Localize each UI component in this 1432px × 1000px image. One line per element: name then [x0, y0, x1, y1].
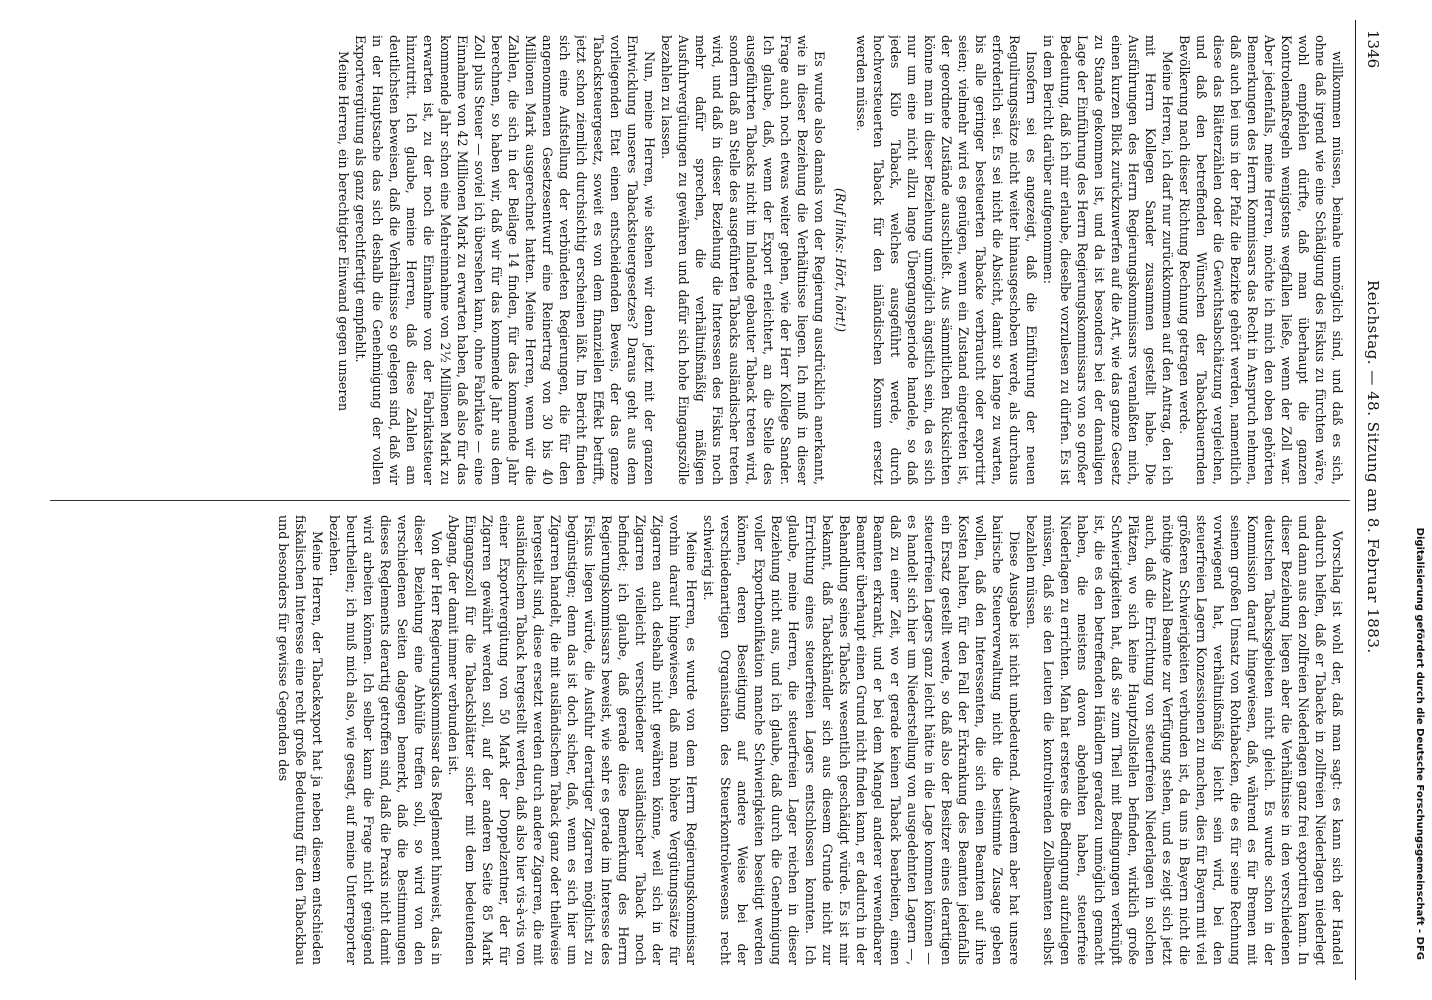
paragraph: Vorschlag ist wohl der, daß man sagt: es kann sich der Handel dadurch helfen, daß er Tabacke in zollfreien Niederlagen niederlegt und dann aus den zollfreien Niederlagen ganz frei exportiren kann. In dieser Beziehung liegen aber die Verhältnisse in den verschiedenen deutschen Tabacksgebieten nicht gleich. Es wurde schon in der Kommission darauf hingewiesen, daß, während es für Bremen mit seinem großen Umsatz von Rohtabacken, die es für seine Rechnung vorwiegend hat, verhältnißmäßig leicht sein wird, bei den steuerfreien Lagern Konzessionen zu machen, dies für Bayern mit viel größeren Schwierigkeiten verbunden ist, da uns in Bayern nicht die nöthige Anzahl Beamte zur Verfügung stehen, und es zeigt sich jetzt auch, daß die Errichtung von steuerfreien Niederlagen in solchen Plätzen, wo sich keine Hauptzollstellen befinden, wirklich große Schwierigkeiten hat, daß sie zum Theil mit Bedingungen verknüpft ist, die es den betreffenden Händlern geradezu unmöglich gemacht haben, die meistens davon abgehalten haben, steuerfreie Niederlagen zu errichten. Man hat ersteres die Bedingung aufzulegen müssen, daß sie den Leuten die kontrolirenden Zollbeamten selbst bezahlen müssen.	[1024, 515, 1345, 965]
rotated-document-page	[46, 20, 1386, 980]
dfg-funding-note	[1405, 40, 1425, 960]
dfg-funding-text: Digitalisierung gefördert durch die Deutsche Forschungsgemeinschaft - DFG	[1414, 527, 1425, 960]
column-divider	[50, 500, 1350, 501]
paragraph: willkommen müssen, beinahe unmöglich sind, und daß es sich, ohne daß irgend wie eine Schädigung des Fiskus zu fürchten wäre, wohl empfehlen dürfte, daß man überhaupt die ganzen Kontrolemaßregeln wenigstens wegfallen ließe, wenn der Zoll war. Aber jedenfalls, meine Herren, möchte ich mich den oben gehörten Bemerkungen des Herrn Kommissars das Recht in Anspruch nehmen, daß auch bei uns in der Pfalz die Bezirke gehört werden, namentlich diese das Blätterzählen oder die Gewichtsabschätzung vergleichen, und daß den betreffenden Wünschen der Tabackbauernden Bevölkerung nach dieser Richtung Rechnung getragen werde.	[1177, 35, 1345, 485]
paragraph: Von der Herr Regierungskommissar das Reglement hinweist, das in dieser Beziehung eine Abhülfe treffen soll, so wird von den verschiedenen Seiten dagegen bemerkt, daß die Bestimmungen dieses Reglements derartig getroffen sind, daß die Praxis nicht damit wird arbeiten können. Ich selber kann die Frage nicht genügend beurtheilen; ich muß mich also, wie gesagt, auf meine Unterreporter beziehen.	[327, 515, 444, 965]
paragraph: Nun, meine Herren, wie stehen wir denn jetzt mit der ganzen Entwicklung unseres Tabacksteuergesetzes? Daraus geht aus dem vorliegenden Etat einen entscheidenden Beweis, der das ganze Tabacksteuergesetz, soweit es von dem finanziellen Effekt betrifft, jetzt schon ziemlich durchsichtig erscheinen läßt. Im Bericht finden sich eine Aufstellung der verbündeten Regierungen, die für den angenommenen Gesetzesentwurf eine Reinertrag von 30 bis 40 Millionen Mark ausgerechnet hatten. Meine Herren, wenn wir die Zahlen, die sich in der Beilage 14 finden, für das kommende Jahr berechnen, so haben wir, daß wir für das kommende Jahr aus dem Zoll plus Steuer — soviel ich übersehen kann, ohne Fabrikate — eine Einnahme von 42 Millionen Mark zu erwarten haben, daß also für das kommende Jahr schon eine Mehreinnahme von 2½ Millionen Mark zu erwarten ist, zu der noch die Einnahme von der Fabrikatsteuer hinzutritt. Ich glaube, meine Herren, daß diese Zahlen am deutlichsten beweisen, daß die Verhältnisse so gelegen sind, daß wir in der Hauptsache das sich deshalb die Genehmigung der vollen Exportvergütung als ganz gerechtfertigt empfiehlt.	[353, 35, 657, 485]
page-number: 1346	[1364, 30, 1382, 69]
paragraph: Meine Herren, ich darf nur zurückkommen auf den Antrag, den ich mit Herrn Kollegen Sander zusammen gestellt habe. Die Ausführungen des Herrn Regierungskommissars veranlaßten mich, einen kurzen Blick zurückzuwerfen auf die Art, wie das ganze Gesetz zu Stande gekommen ist, und da ist besonders bei der damaligen Lage der Einführung des Herrn Regierungskommissars von so großer Bedeutung, daß ich mir erlaube, dieselbe vorzulesen zu dürfen. Es ist in dem Bericht darüber aufgenommen:	[1041, 35, 1175, 485]
interjection: (Ruf links: Hört, hört!)	[833, 187, 848, 333]
right-column	[56, 515, 1346, 965]
header-rule	[1355, 20, 1356, 980]
paragraph: Meine Herren, ein berechtigter Einwand gegen unseren	[336, 51, 351, 412]
running-title: Reichstag. — 48. Sitzung am 8. Februar 1883.	[1364, 280, 1382, 654]
quoted-paragraph: Insofern sei es angezeigt, daß die Einführung der neuen Regulirungssätze nicht weiter hinausgeschoben werde, als durchaus erforderlich sei. Es sei nicht die Absicht, damit so lange zu warten, bis alle geringer besteuerten Tabacke verbraucht oder exportirt seien; vielmehr wird es genügen, wenn ein Zustand eingetreten ist, der geordnete Zustände ausschließt. Aus sämmtlichen Rücksichten könne man in dieser Beziehung unmöglich ängstlich sein, da es sich nur um eine nicht allzu lange Übergangsperiode handele, so daß jedes Kilo Taback, welches ausgeführt werde, durch hochversteuerten Taback für den inländischen Konsum ersetzt werden müsse.	[854, 35, 1039, 485]
paragraph: Meine Herren, der Tabackexport hat ja neben diesem entschieden fiskalischen Interesse eine recht große Bedeutung für den Tabackbau und besonders für gewisse Gegenden des	[276, 515, 325, 965]
left-column	[56, 35, 1346, 485]
paragraph: Es wurde also damals von der Regierung ausdrücklich anerkannt, wie in dieser Beziehung die Verhältnisse liegen. Ich muß in dieser Frage auch noch etwas weiter gehen, wie der Herr Kollege Sander. Ich glaube, daß, wenn der Export erleichtert, an die Stelle des ausgeführten Tabacks nicht im Inlande gebauter Taback treten wird, sondern daß an Stelle des ausgeführten Tabacks ausländischer treten wird, und daß in dieser Beziehung die Interessen des Fiskus noch mehr dafür sprechen, die verhältnißmäßig mäßigen Ausfuhrvergütungen zu gewähren und dafür sich hohe Eingangszölle bezahlen zu lassen.	[659, 35, 827, 485]
paragraph: Diese Ausgabe ist nicht unbedeutend. Außerdem aber hat unsere bairische Steuerverwaltung nicht die bestimmte Zusage geben wollen, daß den Interessenten, die sich einen Beamten auf ihre Kosten halten, für den Fall der Erkrankung des Beamten jedenfalls ein Ersatz gestellt werde, so daß also der Besitzer eines derartigen steuerfreien Lagers ganz leicht hätte in die Lage kommen können — es handelt sich hier um Niederstellung von ausgedehnten Lagern —, daß zu einer Zeit, wo er gerade keinen Taback bearbeiten, einen Beamten erkrankt, und er bei dem Mangel anderer verwendbarer Beamter überhaupt einen Grund nicht finden kann, er dadurch in der Behandlung seines Tabacks wesentlich geschädigt würde. Es ist mir bekannt, daß Tabackhändler sich aus diesem Grunde nicht zur Errichtung eines steuerfreien Lagers entschlossen konnten. Ich glaube, meine Herren, die steuerfreien Lager reichen in dieser Beziehung nicht aus, und ich glaube, daß durch die Genehmigung voller Exportbonifikation manche Schwierigkeiten beseitigt werden können, deren Beseitigung auf andere Weise bei der verschiedenartigen Organisation des Steuerkontrolewesens recht schwierig ist.	[701, 515, 1022, 965]
page-header	[1356, 20, 1386, 980]
paragraph: Meine Herren, es wurde von dem Herrn Regierungskommissar vorhin darauf hingewiesen, daß man höhere Vergütungssätze für Zigarren auch deshalb nicht gewähren könne, weil sich in der Zigarren vielleicht verschiedener ausländischer Taback noch befindet; ich glaube, daß gerade diese Bemerkung des Herrn Regierungskommissars beweist, wie sehr es gerade im Interesse des Fiskus liegen würde, die Ausfuhr derartiger Zigarren möglichst zu begünstigen; denn das ist doch sicher, daß, wenn es sich hier um Zigarren handelt, die mit ausländischem Taback ganz oder theilweise hergestellt sind, diese ersetzt werden durch andere Zigarren, die mit ausländischem Taback hergestellt werden, daß also hier vis-à-vis von einer Exportvergütung von 50 Mark der Doppelzentner, der für Zigarren gewährt werden soll, auf der anderen Seite 85 Mark Eingangszoll für die Tabacksblätter sicher mit dem bedeutenden Abgang, der damit immer verbunden ist.	[446, 515, 699, 965]
